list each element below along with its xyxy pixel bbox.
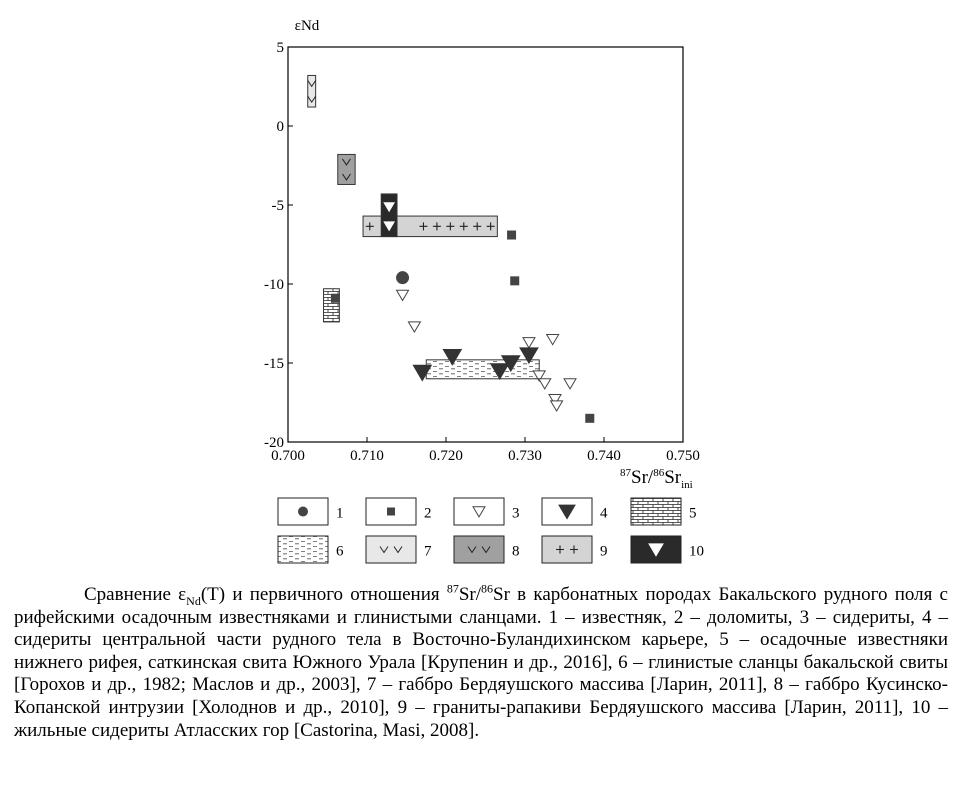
legend-item-5 — [631, 498, 697, 525]
legend-label: 8 — [512, 543, 520, 560]
plot-frame — [288, 47, 683, 442]
legend-label: 7 — [424, 543, 432, 560]
field-10 — [381, 194, 397, 237]
legend-label: 6 — [336, 543, 344, 560]
legend-item-7 — [366, 536, 432, 563]
y-tick-label: -15 — [264, 356, 284, 372]
point-series-2 — [585, 414, 594, 423]
legend-item-8 — [454, 536, 520, 563]
field-6 — [426, 360, 539, 379]
legend-label: 3 — [512, 505, 520, 522]
point-series-2 — [331, 294, 340, 303]
legend-item-1 — [278, 498, 344, 525]
point-series-1 — [397, 272, 409, 284]
y-tick-label: -20 — [264, 435, 284, 451]
y-tick-label: 0 — [276, 119, 284, 135]
y-tick-label: -10 — [264, 277, 284, 293]
legend-label: 4 — [600, 505, 608, 522]
x-tick-label: 0.700 — [271, 448, 305, 464]
legend-item-2 — [366, 498, 432, 525]
x-axis-label: $^{87}Sr/^{86}Sr_{ini}$ — [620, 467, 693, 491]
y-axis-label: εNd — [294, 18, 320, 34]
y-tick-label: 5 — [276, 40, 284, 56]
legend — [278, 498, 704, 563]
field-8 — [338, 154, 355, 184]
point-series-2 — [510, 276, 519, 285]
y-tick-label: -5 — [271, 198, 284, 214]
legend-label: 5 — [689, 505, 697, 522]
legend-item-9 — [542, 536, 608, 563]
legend-item-6 — [278, 536, 344, 563]
legend-label: 10 — [689, 543, 704, 560]
point-series-2 — [507, 231, 516, 240]
legend-item-10 — [631, 536, 704, 563]
legend-label: 1 — [336, 505, 344, 522]
legend-item-4 — [542, 498, 608, 525]
x-tick-label: 0.730 — [508, 448, 542, 464]
legend-label: 2 — [424, 505, 432, 522]
legend-item-3 — [454, 498, 520, 525]
figure-caption: Сравнение $\varepsilon_{Nd}(T)$ и первичного отношения $^{87}$Sr/$^{86}$Sr в карбонатных породах Бакальского рудного поля с рифейскими осадочным известняками и глинистыми сланцами. 1 – известняк, 2 – доломиты, 3 – сидериты, 4 – сидериты центральной части рудного тела в Восточно-Буландихинском карьере, 5 – осадочные известняки нижнего рифея, саткинская свита Южного Урала [Крупенин и др., 2016], 6 – глинистые сланцы бакальской свиты [Горохов и др., 1982; Маслов и др., 2003], 7 – габбро Бердяушского массива [Ларин, 2011], 8 – габбро Кусинско-Копанской интрузии [Холоднов и др., 2010], 9 – граниты-рапакиви Бердяушского массива [Ларин, 2011], 10 – жильные сидериты Атласских гор [Castorina, Masi, 2008]. — [14, 581, 948, 741]
x-tick-label: 0.750 — [666, 448, 700, 464]
x-tick-label: 0.720 — [429, 448, 463, 464]
legend-label: 9 — [600, 543, 608, 560]
x-tick-label: 0.710 — [350, 448, 384, 464]
field-7 — [308, 75, 316, 107]
field-5 — [324, 289, 340, 322]
x-tick-label: 0.740 — [587, 448, 621, 464]
plot-area — [288, 47, 683, 442]
